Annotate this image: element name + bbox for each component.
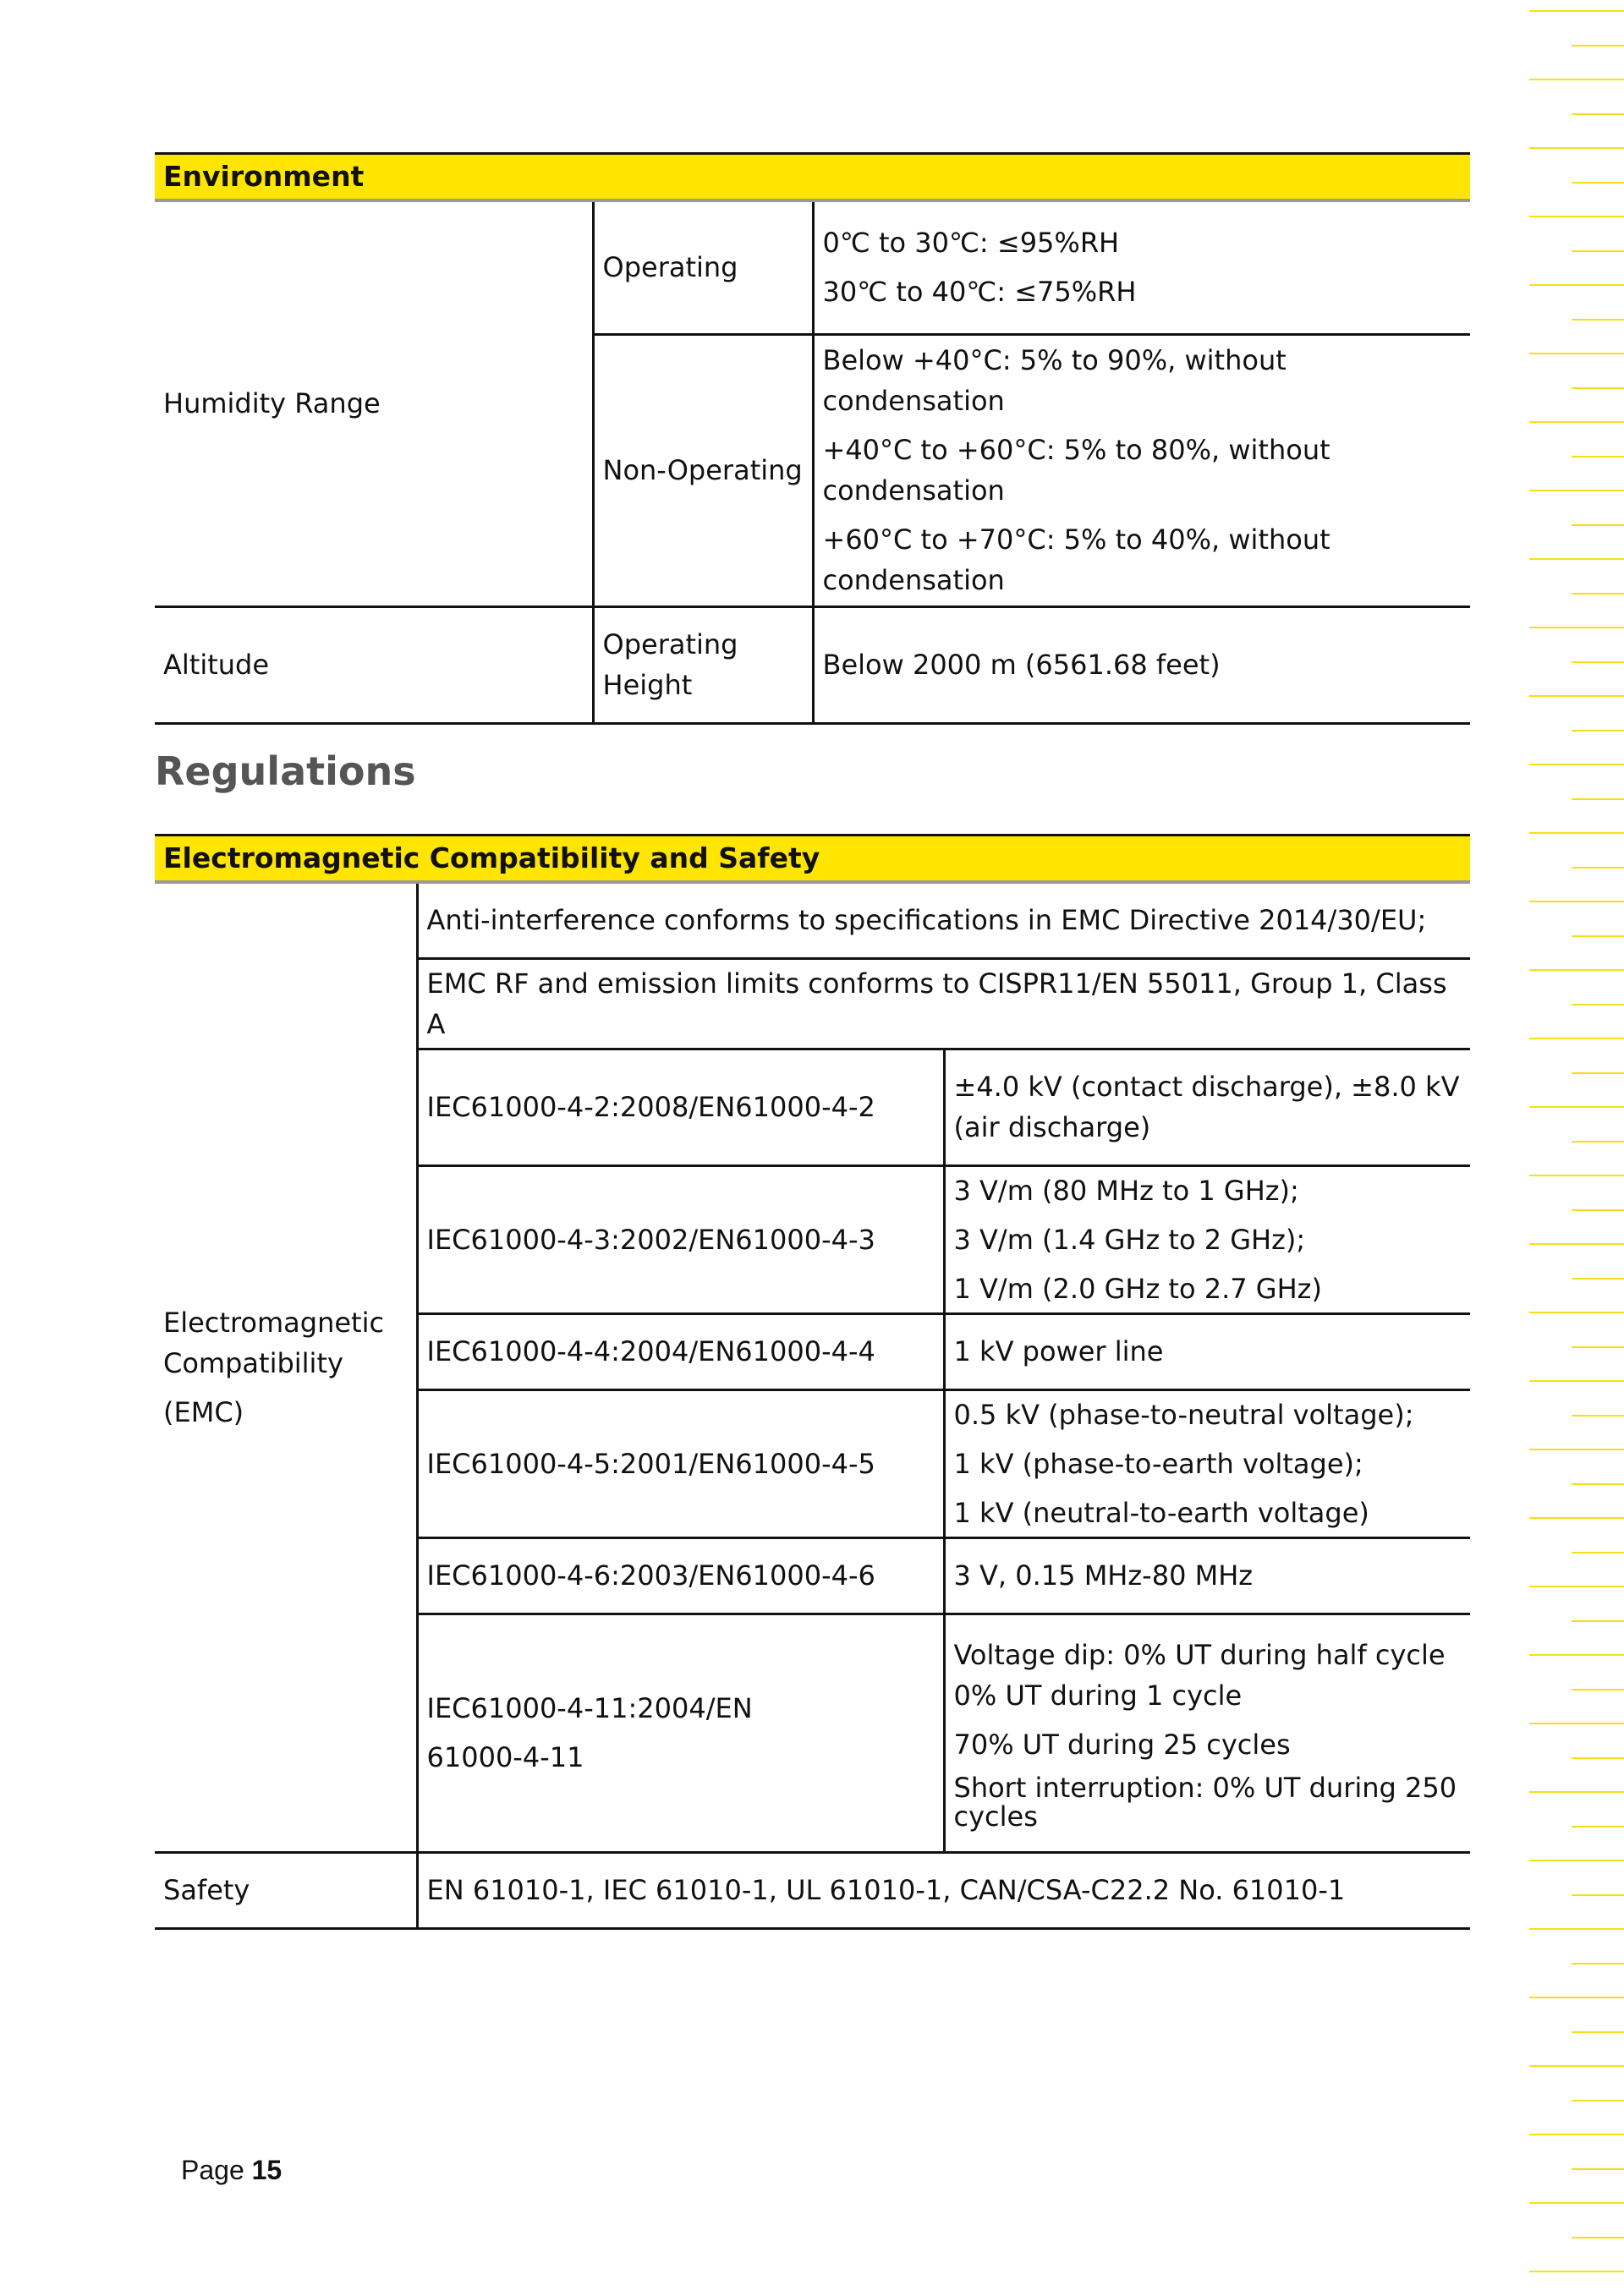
margin-stripe xyxy=(1572,2100,1624,2101)
emc-standard: IEC61000-4-4:2004/EN61000-4-4 xyxy=(417,1313,944,1389)
table-cell-line: +60°C to +70°C: 5% to 40%, without condensation xyxy=(822,523,1330,596)
section-title-regulations: Regulations xyxy=(155,748,416,794)
margin-stripe xyxy=(1529,10,1624,12)
humidity-non-operating-label: Non-Operating xyxy=(593,334,813,606)
margin-stripe xyxy=(1529,2134,1624,2135)
humidity-range-label: Humidity Range xyxy=(155,200,593,606)
table-cell-line: Voltage dip: 0% UT during half cycle 0% UT during 1 cycle xyxy=(953,1639,1446,1712)
margin-stripe xyxy=(1529,832,1624,834)
margin-stripe xyxy=(1572,182,1624,184)
margin-stripe xyxy=(1529,1586,1624,1587)
margin-stripe xyxy=(1572,1552,1624,1553)
margin-stripe xyxy=(1529,1312,1624,1313)
margin-stripe xyxy=(1572,456,1624,458)
table-cell-line: 0.5 kV (phase-to-neutral voltage); xyxy=(953,1398,1414,1431)
margin-stripe xyxy=(1572,935,1624,937)
margin-stripe xyxy=(1572,1620,1624,1622)
margin-stripe xyxy=(1572,1141,1624,1143)
altitude-label: Altitude xyxy=(155,606,593,723)
table-header-row xyxy=(155,836,1470,883)
margin-stripe xyxy=(1572,45,1624,47)
table-cell-line: IEC61000-4-11:2004/EN xyxy=(426,1692,753,1724)
margin-stripe xyxy=(1572,1004,1624,1006)
altitude-sub-label: Operating Height xyxy=(593,606,813,723)
margin-stripe xyxy=(1529,1723,1624,1724)
page-number-value: 15 xyxy=(251,2155,283,2185)
margin-stripe xyxy=(1529,695,1624,697)
margin-stripe xyxy=(1529,216,1624,217)
page-number xyxy=(181,2155,282,2186)
margin-stripe xyxy=(1572,593,1624,595)
emc-standard-value xyxy=(944,1614,1470,1852)
emc-rf-emission: EMC RF and emission limits conforms to CISPR11/EN 55011, Group 1, Class A xyxy=(417,958,1470,1049)
table-cell-line: 30℃ to 40℃: ≤75%RH xyxy=(822,276,1137,309)
margin-stripe xyxy=(1529,1038,1624,1039)
humidity-operating-label: Operating xyxy=(593,200,813,334)
emc-standard: IEC61000-4-5:2001/EN61000-4-5 xyxy=(417,1389,944,1537)
margin-stripe xyxy=(1572,730,1624,732)
emc-label xyxy=(155,882,417,1852)
table-cell-line: 3 V/m (80 MHz to 1 GHz); xyxy=(953,1174,1299,1207)
margin-stripe xyxy=(1572,1483,1624,1485)
humidity-non-operating-values xyxy=(813,334,1470,606)
margin-stripe xyxy=(1529,764,1624,765)
margin-stripe xyxy=(1529,1654,1624,1656)
page-label: Page xyxy=(181,2155,244,2185)
margin-stripe xyxy=(1572,1346,1624,1348)
margin-stripe xyxy=(1572,319,1624,321)
margin-stripe xyxy=(1529,969,1624,971)
margin-stripe xyxy=(1529,627,1624,628)
margin-stripe xyxy=(1572,1072,1624,1074)
table-cell-line: 0℃ to 30℃: ≤95%RH xyxy=(822,227,1120,260)
margin-stripe xyxy=(1529,353,1624,354)
table-cell-line: 70% UT during 25 cycles xyxy=(953,1729,1291,1761)
margin-stripe xyxy=(1529,490,1624,491)
table-cell-line: 1 kV (phase-to-earth voltage); xyxy=(953,1447,1363,1480)
margin-stripe xyxy=(1529,1928,1624,1930)
table-row xyxy=(155,606,1470,723)
margin-stripe xyxy=(1529,1517,1624,1519)
margin-stripe xyxy=(1572,1963,1624,1964)
margin-stripe xyxy=(1572,113,1624,115)
emc-standard-value: 1 kV power line xyxy=(944,1313,1470,1389)
margin-stripe xyxy=(1529,1997,1624,1998)
margin-stripe xyxy=(1529,1243,1624,1245)
table-cell-line: 61000-4-11 xyxy=(426,1741,584,1773)
emc-standard: IEC61000-4-6:2003/EN61000-4-6 xyxy=(417,1537,944,1614)
table-row xyxy=(155,882,1470,958)
emc-standard: IEC61000-4-3:2002/EN61000-4-3 xyxy=(417,1165,944,1313)
table-row xyxy=(155,1852,1470,1928)
table-cell-line: 3 V/m (1.4 GHz to 2 GHz); xyxy=(953,1223,1306,1256)
margin-stripe xyxy=(1529,79,1624,80)
margin-stripe xyxy=(1529,1106,1624,1108)
emc-standard: IEC61000-4-2:2008/EN61000-4-2 xyxy=(417,1049,944,1165)
altitude-value: Below 2000 m (6561.68 feet) xyxy=(813,606,1470,723)
margin-stripe xyxy=(1529,1860,1624,1861)
emc-standard-value: 3 V, 0.15 MHz-80 MHz xyxy=(944,1537,1470,1614)
margin-stripe xyxy=(1572,798,1624,800)
margin-stripe xyxy=(1529,1791,1624,1793)
margin-stripe xyxy=(1572,1826,1624,1827)
emc-anti-interference: Anti-interference conforms to specifications in EMC Directive 2014/30/EU; xyxy=(417,882,1470,958)
regulations-header: Electromagnetic Compatibility and Safety xyxy=(155,836,1470,883)
table-cell-line: 1 V/m (2.0 GHz to 2.7 GHz) xyxy=(953,1272,1322,1305)
margin-stripe xyxy=(1529,284,1624,286)
table-cell-line: Below +40°C: 5% to 90%, without condensation xyxy=(822,344,1287,417)
margin-stripe xyxy=(1529,147,1624,149)
margin-stripes-decoration xyxy=(1529,0,1624,2296)
margin-stripe xyxy=(1572,1894,1624,1896)
margin-stripe xyxy=(1572,2031,1624,2033)
margin-stripe xyxy=(1529,1449,1624,1450)
margin-stripe xyxy=(1572,1415,1624,1417)
margin-stripe xyxy=(1572,661,1624,663)
emc-label-line: Electromagnetic Compatibility xyxy=(163,1306,385,1379)
table-cell-line: 1 kV (neutral-to-earth voltage) xyxy=(953,1496,1369,1529)
margin-stripe xyxy=(1529,1380,1624,1382)
table-row xyxy=(155,200,1470,334)
humidity-operating-values xyxy=(813,200,1470,334)
margin-stripe xyxy=(1572,1209,1624,1211)
emc-label-line: (EMC) xyxy=(163,1395,244,1428)
margin-stripe xyxy=(1572,1689,1624,1690)
environment-header: Environment xyxy=(155,154,1470,201)
table-cell-line: +40°C to +60°C: 5% to 80%, without condensation xyxy=(822,434,1330,507)
emc-standard xyxy=(417,1614,944,1852)
margin-stripe xyxy=(1529,2065,1624,2067)
emc-standard-value: ±4.0 kV (contact discharge), ±8.0 kV (air discharge) xyxy=(944,1049,1470,1165)
margin-stripe xyxy=(1572,1757,1624,1759)
margin-stripe xyxy=(1572,250,1624,252)
table-header-row xyxy=(155,154,1470,201)
emc-standard-value xyxy=(944,1165,1470,1313)
margin-stripe xyxy=(1572,2168,1624,2170)
safety-label: Safety xyxy=(155,1852,417,1928)
table-cell-line: Short interruption: 0% UT during 250 cycles xyxy=(953,1772,1457,1833)
margin-stripe xyxy=(1529,2202,1624,2204)
margin-stripe xyxy=(1529,1175,1624,1176)
regulations-table xyxy=(155,834,1470,1930)
margin-stripe xyxy=(1572,387,1624,389)
margin-stripe xyxy=(1529,901,1624,902)
safety-value: EN 61010-1, IEC 61010-1, UL 61010-1, CAN/CSA-C22.2 No. 61010-1 xyxy=(417,1852,1470,1928)
emc-standard-value xyxy=(944,1389,1470,1537)
margin-stripe xyxy=(1529,558,1624,560)
margin-stripe xyxy=(1529,2271,1624,2272)
margin-stripe xyxy=(1572,867,1624,869)
environment-table xyxy=(155,152,1470,725)
margin-stripe xyxy=(1572,2237,1624,2238)
margin-stripe xyxy=(1572,524,1624,526)
margin-stripe xyxy=(1529,421,1624,423)
margin-stripe xyxy=(1572,1278,1624,1280)
